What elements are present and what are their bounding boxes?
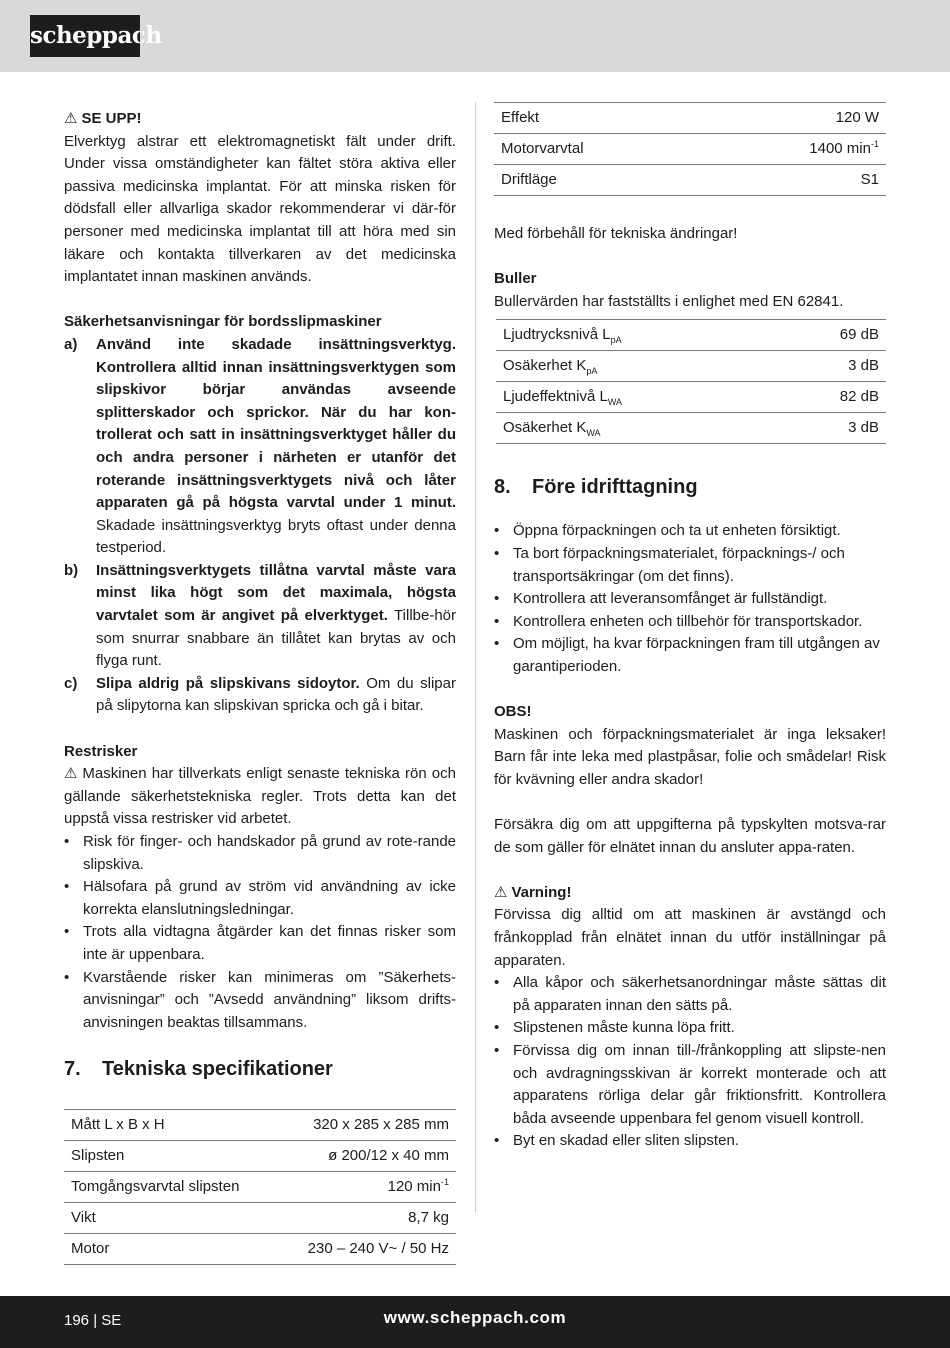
residual-list (64, 831, 456, 1034)
rating-plate-text: Försäkra dig om att uppgifterna på typskylten motsva-rar de som gäller för elnätet innan du ansluter appa-raten. (494, 816, 886, 856)
bullet-icon: • (494, 544, 500, 562)
obs-heading: OBS! (494, 703, 532, 721)
list-item: • Slipstenen måste kunna löpa fritt. (494, 1017, 886, 1040)
obs-text: Maskinen och förpackningsmaterialet är inga leksaker! Barn får inte leka med plastpåsar, folie och smådelar! Risk för kvävning eller andra skador! (494, 725, 886, 788)
bullet-icon: • (64, 923, 70, 941)
list-item: • Alla kåpor och säkerhetsanordningar måste sättas dit på apparaten innan den sätts på. (494, 974, 886, 1014)
bullet-icon: • (494, 635, 500, 653)
table-row: Tomgångsvarvtal slipsten 120 $\min^{-1}$ (64, 1172, 456, 1203)
page-footer (0, 1296, 950, 1348)
table-row: Motor 230 – 240 V~ / 50 Hz (64, 1234, 456, 1265)
warning2-heading: ⚠ Varning! (494, 883, 572, 901)
noise-heading: Buller (494, 270, 537, 288)
list-item: • Byt en skadad eller sliten slipsten. (494, 1130, 886, 1153)
list-item: • Kontrollera enheten och tillbehör för transportskador. (494, 611, 886, 634)
warning-triangle-icon: ⚠ (64, 765, 79, 783)
table-row: Driftläge S1 (494, 165, 886, 196)
list-item: • Öppna förpackningen och ta ut enheten försiktigt. (494, 520, 886, 543)
bullet-icon: • (494, 590, 500, 608)
list-item: • Risk för finger- och handskador på grund av rote-rande slipskiva. (64, 833, 456, 873)
brand-logo: scheppach (30, 15, 140, 57)
table-row: Osäkerhet $K_{WA}$ 3 dB (496, 413, 886, 444)
table-row: Osäkerhet $K_{pA}$ 3 dB (496, 351, 886, 382)
list-item: • Förvissa dig om innan till-/frånkoppling att slipste-nen och avdragningsskivan är korrekt monterade och att apparatens rörliga delar går friktionsfritt. Kontrollera båda avseende uppenbara fel genom visuell kontroll. (494, 1042, 886, 1127)
bullet-icon: • (64, 878, 70, 896)
warning-triangle-icon: ⚠ (494, 883, 508, 901)
residual-intro: ⚠ Maskinen har tillverkats enligt senaste tekniska rön och gällande säkerhetstekniska regler. Trots detta kan det uppstå vissa restrisker vid arbetet. (64, 765, 456, 828)
emf-warning-text: Elverktyg alstrar ett elektromagnetiskt fält under drift. Under vissa omständigheter kan fältet störa aktiva eller passiva medicinska implantat. För att minska risken för dödsfall eller allvarliga skador rekommenderar vi där-för personer med medicinska implantat till att höra med sin läkare och kontakta tillverkaren av det medicinska implantatet innan maskinen används. (64, 132, 456, 286)
bullet-icon: • (64, 968, 70, 986)
bullet-icon: • (494, 1042, 500, 1060)
safety-list (64, 334, 456, 718)
warning-triangle-icon: ⚠ (64, 110, 78, 127)
spec-table (64, 1109, 456, 1265)
bullet-icon: • (494, 974, 500, 992)
list-item: b) Insättningsverktygets tillåtna varvtal måste vara minst lika högt som det maximala, högsta varvtalet som är angivet på elverktyget. Tillbe-hör som snurrar snabbare än tillåtet kan brytas av och flyga runt. (64, 561, 457, 670)
table-row: Ljudtrycksnivå $L_{pA}$ 69 dB (496, 320, 886, 351)
list-item: a) Använd inte skadade insättningsverktyg. Kontrollera alltid innan insättningsverktygen som slipskivor börjar användas avseende splitterskador och sprickor. När du har kon-trollerat och satt in insättningsverktyget håller du och andra personer i närheten er utanför det roterande insättningsverktygets nivå och låter apparaten gå på högsta varvtal under 1 minut. Skadade insättningsverktyg bryts oftast under denna testperiod. (64, 335, 456, 557)
section-7-heading: 7. Tekniska specifikationer (64, 1058, 333, 1081)
bullet-icon: • (494, 522, 500, 540)
list-item: • Hälsofara på grund av ström vid användning av icke korrekta elanslutningsledningar. (64, 878, 456, 918)
bullet-icon: • (494, 612, 500, 630)
warning2-text: Förvissa dig alltid om att maskinen är avstängd och frånkopplad från elnätet innan du utför inställningar på apparaten. (494, 906, 886, 969)
section-8-heading: 8. Före idrifttagning (494, 476, 698, 499)
bullet-icon: • (64, 833, 70, 850)
list-item: • Om möjligt, ha kvar förpackningen fram till utgången av garantiperioden. (494, 635, 880, 675)
residual-heading: Restrisker (64, 742, 138, 760)
bullet-icon: • (494, 1132, 500, 1150)
page-header (0, 0, 950, 72)
right-column (494, 102, 886, 1153)
column-divider (475, 102, 476, 1212)
list-item: • Ta bort förpackningsmaterialet, förpacknings-/ och transportsäkringar (om det finns). (494, 544, 845, 585)
table-row: Mått L x B x H 320 x 285 x 285 mm (64, 1110, 456, 1141)
startup-list (494, 520, 886, 678)
reservation-note: Med förbehåll för tekniska ändringar! (494, 225, 738, 242)
table-row: Ljudeffektnivå $L_{WA}$ 82 dB (496, 382, 886, 413)
warning-heading: ⚠ SE UPP! (64, 110, 142, 127)
spec-table-continued (494, 102, 886, 196)
bullet-icon: • (494, 1019, 500, 1037)
noise-table (496, 319, 886, 444)
list-item: • Trots alla vidtagna åtgärder kan det finnas risker som inte är uppenbara. (64, 923, 456, 963)
list-item: • Kvarstående risker kan minimeras om ”Säkerhets-anvisningar” och ”Avsedd användning” liksom drifts-anvisningen beaktas tillsammans. (64, 968, 456, 1031)
table-row: Slipsten ø 200/12 x 40 mm (64, 1141, 456, 1172)
table-row: Motorvarvtal 1400 $\min^{-1}$ (494, 134, 886, 165)
table-row: Vikt 8,7 kg (64, 1203, 456, 1234)
website-url: www.scheppach.com (383, 1308, 567, 1327)
table-row: Effekt 120 W (494, 103, 886, 134)
noise-text: Bullervärden har fastställts i enlighet med EN 62841. (494, 292, 844, 310)
list-item: • Kontrollera att leveransomfånget är fullständigt. (494, 588, 886, 611)
left-column (64, 108, 456, 1265)
safety-heading: Säkerhetsanvisningar för bordsslipmaskiner (64, 313, 382, 331)
page-number: 196 | SE (64, 1312, 122, 1329)
warning2-list (494, 972, 886, 1153)
list-item: c) Slipa aldrig på slipskivans sidoytor. Om du slipar på slipytorna kan slipskivan spricka och gå i bitar. (64, 674, 456, 715)
